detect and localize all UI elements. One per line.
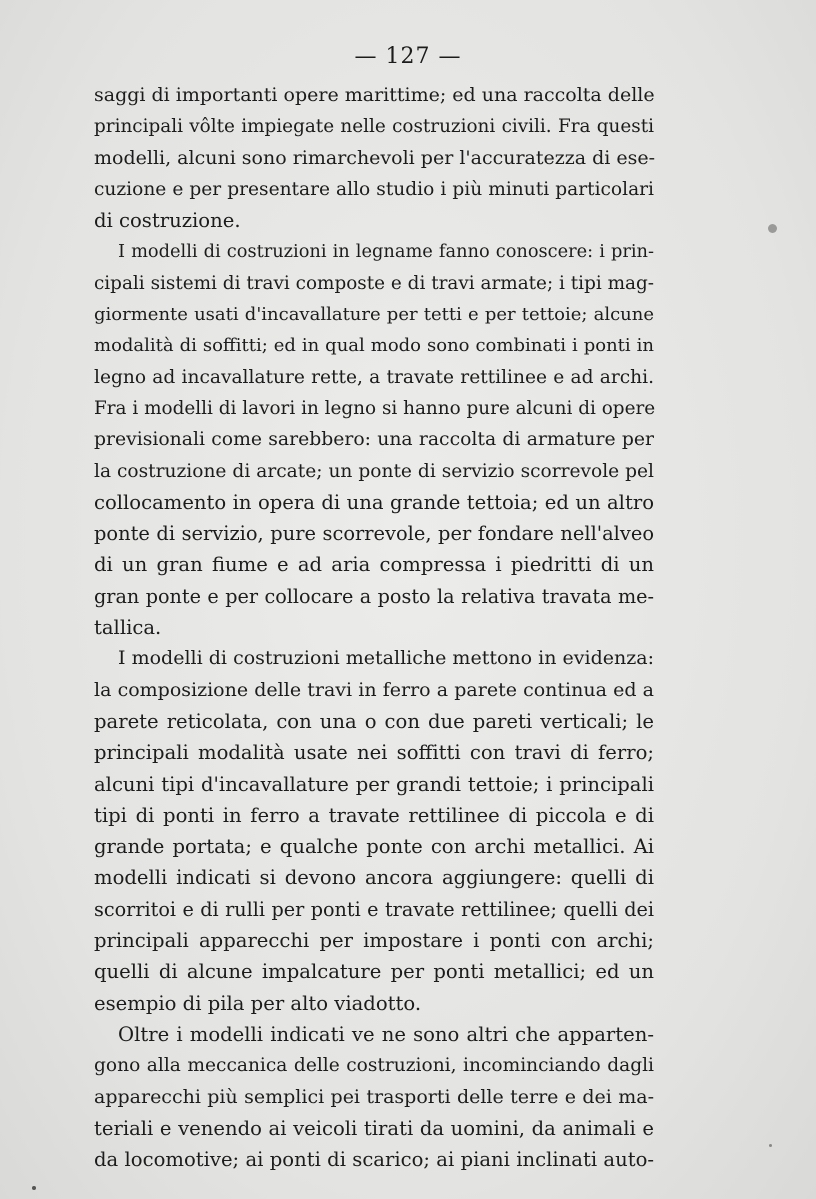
text-line: principali vôlte impiegate nelle costruzioni civili. Fra questi bbox=[94, 116, 654, 138]
paper-speck bbox=[768, 224, 777, 233]
text-line: ponte di servizio, pure scorrevole, per fondare nell'alveo bbox=[94, 522, 654, 546]
text-line: teriali e venendo ai veicoli tirati da uomini, da animali e bbox=[94, 1116, 654, 1140]
text-line: previsionali come sarebbero: una raccolta di armature per bbox=[94, 429, 654, 451]
text-line: modelli indicati si devono ancora aggiungere: quelli di bbox=[94, 866, 654, 890]
text-line: principali modalità usate nei soffitti con travi di ferro; bbox=[94, 741, 654, 765]
text-line: modalità di soffitti; ed in qual modo sono combinati i ponti in bbox=[94, 335, 654, 357]
text-line: gono alla meccanica delle costruzioni, incominciando dagli bbox=[94, 1055, 654, 1077]
text-line: apparecchi più semplici pei trasporti delle terre e dei ma- bbox=[94, 1085, 654, 1108]
text-line: grande portata; e qualche ponte con archi metallici. Ai bbox=[94, 835, 654, 859]
text-line: alcuni tipi d'incavallature per grandi tettoie; i principali bbox=[94, 772, 654, 796]
text-line: di costruzione. bbox=[94, 209, 241, 233]
text-line: scorritoi e di rulli per ponti e travate rettilinee; quelli dei bbox=[94, 897, 654, 921]
text-line: principali apparecchi per impostare i ponti con archi; bbox=[94, 929, 654, 953]
page-number: — 127 — bbox=[354, 44, 462, 69]
text-line: da locomotive; ai ponti di scarico; ai piani inclinati auto- bbox=[94, 1148, 654, 1172]
text-line: gran ponte e per collocare a posto la relativa travata me- bbox=[94, 584, 654, 608]
text-line: esempio di pila per alto viadotto. bbox=[94, 991, 422, 1015]
text-line: I modelli di costruzioni in legname fanno conoscere: i prin- bbox=[118, 241, 654, 263]
body-text bbox=[94, 80, 654, 1175]
text-line: cuzione e per presentare allo studio i più minuti particolari bbox=[94, 178, 654, 200]
text-line: quelli di alcune impalcature per ponti metallici; ed un bbox=[94, 960, 654, 984]
text-line: parete reticolata, con una o con due pareti verticali; le bbox=[94, 709, 654, 733]
text-line: modelli, alcuni sono rimarchevoli per l'accuratezza di ese- bbox=[94, 146, 656, 169]
text-line: tallica. bbox=[94, 616, 162, 640]
text-line: cipali sistemi di travi composte e di travi armate; i tipi mag- bbox=[94, 272, 654, 294]
text-line: collocamento in opera di una grande tettoia; ed un altro bbox=[94, 490, 654, 514]
text-line: di un gran fiume e ad aria compressa i piedritti di un bbox=[94, 553, 654, 577]
text-line: saggi di importanti opere marittime; ed una raccolta delle bbox=[94, 84, 655, 106]
text-line: la costruzione di arcate; un ponte di servizio scorrevole pel bbox=[94, 460, 654, 482]
text-line: legno ad incavallature rette, a travate rettilinee e ad archi. bbox=[94, 366, 654, 388]
text-line: tipi di ponti in ferro a travate rettilinee di piccola e di bbox=[94, 803, 654, 827]
paper-speck bbox=[769, 1144, 772, 1147]
paper-speck bbox=[32, 1186, 36, 1190]
text-line: la composizione delle travi in ferro a parete continua ed a bbox=[94, 678, 654, 701]
text-line: giormente usati d'incavallature per tetti e per tettoie; alcune bbox=[94, 304, 654, 326]
text-line: Fra i modelli di lavori in legno si hanno pure alcuni di opere bbox=[94, 397, 656, 419]
text-line: Oltre i modelli indicati ve ne sono altri che apparten- bbox=[118, 1022, 654, 1046]
text-line: I modelli di costruzioni metalliche mettono in evidenza: bbox=[118, 647, 654, 670]
